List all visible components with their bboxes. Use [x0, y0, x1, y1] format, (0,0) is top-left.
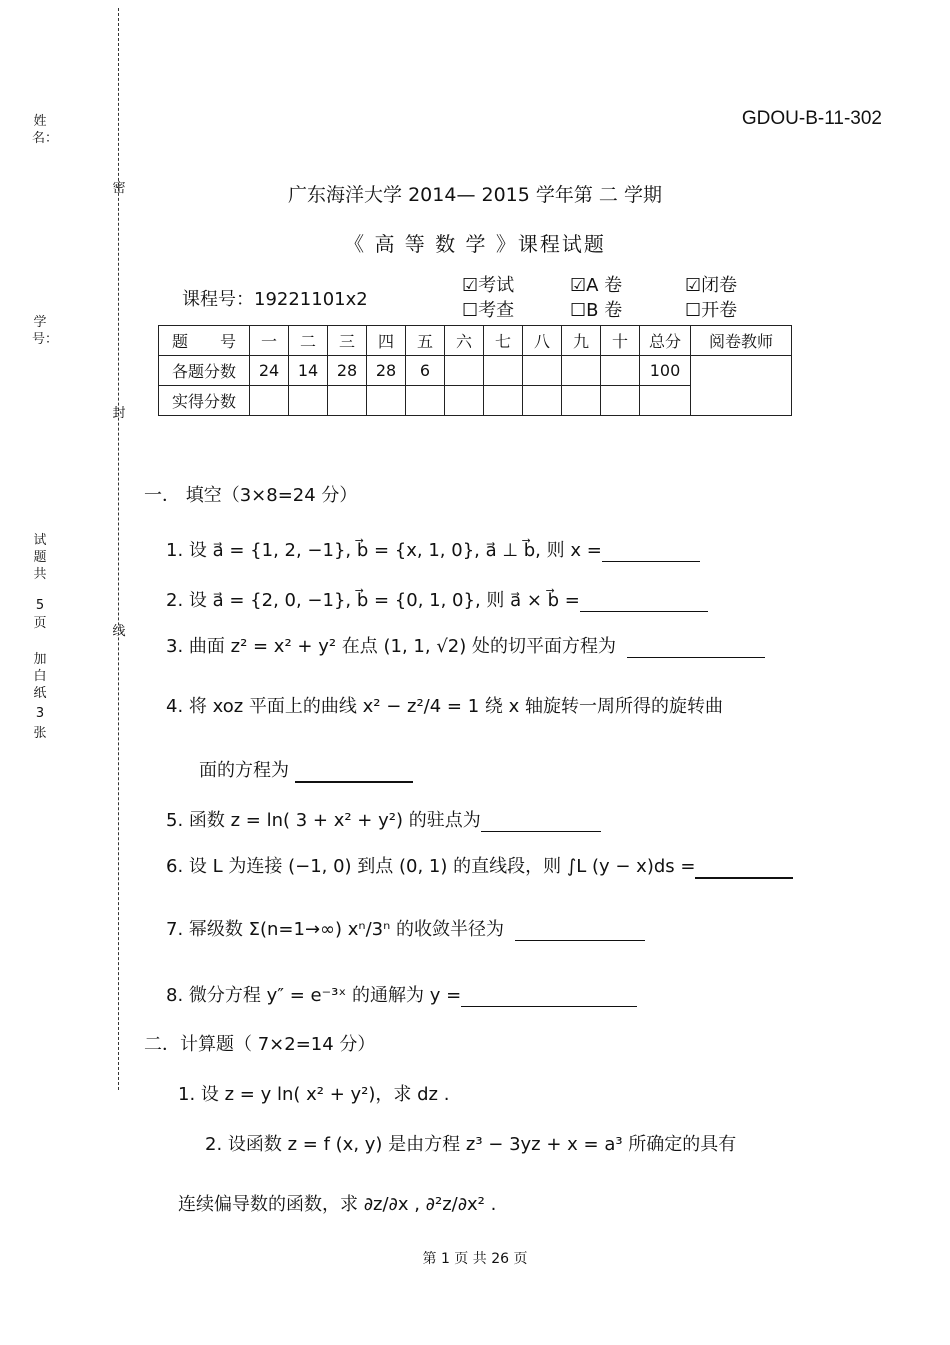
pages-note-2: 5 [35, 598, 45, 613]
col-header-2: 二 [289, 326, 328, 356]
question-text: 8. 微分方程 y″ = e⁻³ˣ 的通解为 y = [166, 985, 462, 1006]
answer-blank [627, 636, 765, 658]
name-label: 姓名： [32, 114, 59, 146]
assessment-type-checkbox [462, 296, 514, 322]
question-text: 7. 幂级数 Σ(n=1→∞) xⁿ/3ⁿ 的收敛半径为 [166, 919, 505, 940]
seal-char-mi: 密 [112, 181, 126, 196]
score-cell [601, 356, 640, 386]
seal-char-xian: 线 [112, 624, 126, 639]
answer-blank [461, 985, 637, 1007]
question-1-7 [166, 915, 645, 941]
score-cell: 28 [328, 356, 367, 386]
actual-score-cell [601, 386, 640, 416]
col-header-8: 八 [523, 326, 562, 356]
seal-char-feng: 封 [112, 406, 126, 421]
student-id-label: 学号： [32, 315, 59, 347]
actual-score-cell [562, 386, 601, 416]
col-header-total: 总分 [640, 326, 691, 356]
closed-book-checkbox [685, 271, 737, 297]
open-book-checkbox [685, 296, 737, 322]
score-cell: 6 [406, 356, 445, 386]
row-label-question-no: 题 号 [159, 326, 250, 356]
col-header-9: 九 [562, 326, 601, 356]
question-1-4: 4. 将 xoz 平面上的曲线 x² − z²/4 = 1 绕 x 轴旋转一周所得的旋转曲 [166, 696, 723, 717]
paper-b-checkbox [570, 296, 622, 322]
question-1-2 [166, 586, 708, 612]
score-cell [523, 356, 562, 386]
pages-note-6: 张 [33, 726, 47, 741]
checkbox-label: 考查 [478, 300, 515, 321]
actual-score-cell [367, 386, 406, 416]
table-row-scores [159, 356, 792, 386]
checkbox-icon: ☐ [462, 300, 479, 321]
table-row-question-numbers [159, 326, 792, 356]
col-header-grader: 阅卷教师 [691, 326, 792, 356]
paper-a-checkbox [570, 271, 622, 297]
checkbox-icon: ☑ [462, 275, 479, 296]
university-line: 广东海洋大学 2014— 2015 学年第 二 学期 [288, 184, 662, 206]
score-table [158, 325, 792, 416]
section-2-title: 二．计算题（ 7×2=14 分） [144, 1034, 376, 1055]
col-header-6: 六 [445, 326, 484, 356]
question-text: 面的方程为 [199, 760, 289, 781]
row-label-actual: 实得分数 [159, 386, 250, 416]
score-cell: 28 [367, 356, 406, 386]
checkbox-label: B 卷 [586, 300, 623, 321]
question-1-8 [166, 981, 637, 1007]
score-cell: 14 [289, 356, 328, 386]
col-header-3: 三 [328, 326, 367, 356]
actual-score-cell [523, 386, 562, 416]
actual-score-cell [328, 386, 367, 416]
col-header-7: 七 [484, 326, 523, 356]
actual-score-cell [484, 386, 523, 416]
checkbox-label: 考试 [478, 275, 515, 296]
checkbox-icon: ☐ [570, 300, 587, 321]
question-text: 5. 函数 z = ln( 3 + x² + y²) 的驻点为 [166, 810, 481, 831]
answer-blank [295, 760, 413, 783]
grader-signature-cell [691, 356, 792, 416]
actual-score-cell [406, 386, 445, 416]
exam-title: 《 高 等 数 学 》课程试题 [344, 232, 606, 256]
page-footer: 第 1 页 共 26 页 [422, 1251, 528, 1267]
answer-blank [515, 919, 645, 941]
binding-dashed-line [118, 8, 119, 1090]
course-number: 课程号：19221101x2 [182, 289, 368, 310]
section-1-title: 一． 填空（3×8=24 分） [144, 485, 358, 506]
answer-blank [695, 856, 793, 879]
checkbox-label: A 卷 [586, 275, 623, 296]
actual-score-cell [250, 386, 289, 416]
score-cell [484, 356, 523, 386]
question-text: 2. 设 a⃗ = {2, 0, −1}, b⃗ = {0, 1, 0}, 则 a⃗ × b⃗ = [166, 590, 580, 611]
question-text: 1. 设 a⃗ = {1, 2, −1}, b⃗ = {x, 1, 0}, a⃗ ⊥ b⃗, 则 x = [166, 540, 602, 561]
checkbox-icon: ☑ [570, 275, 587, 296]
actual-score-cell [445, 386, 484, 416]
pages-note-4: 加白纸 [33, 652, 47, 701]
col-header-5: 五 [406, 326, 445, 356]
score-cell [445, 356, 484, 386]
checkbox-label: 闭卷 [701, 275, 738, 296]
col-header-4: 四 [367, 326, 406, 356]
score-cell: 24 [250, 356, 289, 386]
answer-blank [580, 590, 708, 612]
pages-note-5: 3 [35, 706, 45, 721]
actual-score-cell [289, 386, 328, 416]
question-2-2-cont: 连续偏导数的函数，求 ∂z/∂x , ∂²z/∂x² . [178, 1194, 497, 1215]
question-1-5 [166, 806, 601, 832]
pages-note-1: 试题共 [33, 533, 47, 582]
question-1-1 [166, 536, 700, 562]
col-header-1: 一 [250, 326, 289, 356]
checkbox-icon: ☐ [685, 300, 702, 321]
score-cell-total: 100 [640, 356, 691, 386]
actual-score-cell [640, 386, 691, 416]
checkbox-icon: ☑ [685, 275, 702, 296]
question-2-1: 1. 设 z = y ln( x² + y²)，求 dz . [178, 1084, 450, 1105]
question-2-2: 2. 设函数 z = f (x, y) 是由方程 z³ − 3yz + x = a³ 所确定的具有 [205, 1134, 737, 1155]
row-label-scores: 各题分数 [159, 356, 250, 386]
question-1-4-cont [199, 756, 413, 783]
question-1-6 [166, 852, 793, 879]
checkbox-label: 开卷 [701, 300, 738, 321]
exam-type-checkbox [462, 271, 514, 297]
answer-blank [602, 540, 700, 562]
question-1-3 [166, 632, 765, 658]
pages-note-3: 页 [33, 616, 47, 631]
answer-blank [481, 810, 601, 832]
question-text: 3. 曲面 z² = x² + y² 在点 (1, 1, √2) 处的切平面方程为 [166, 636, 616, 657]
col-header-10: 十 [601, 326, 640, 356]
score-cell [562, 356, 601, 386]
document-code: GDOU-B-11-302 [741, 108, 882, 129]
question-text: 6. 设 L 为连接 (−1, 0) 到点 (0, 1) 的直线段，则 ∫L (y − x)ds = [166, 856, 696, 877]
